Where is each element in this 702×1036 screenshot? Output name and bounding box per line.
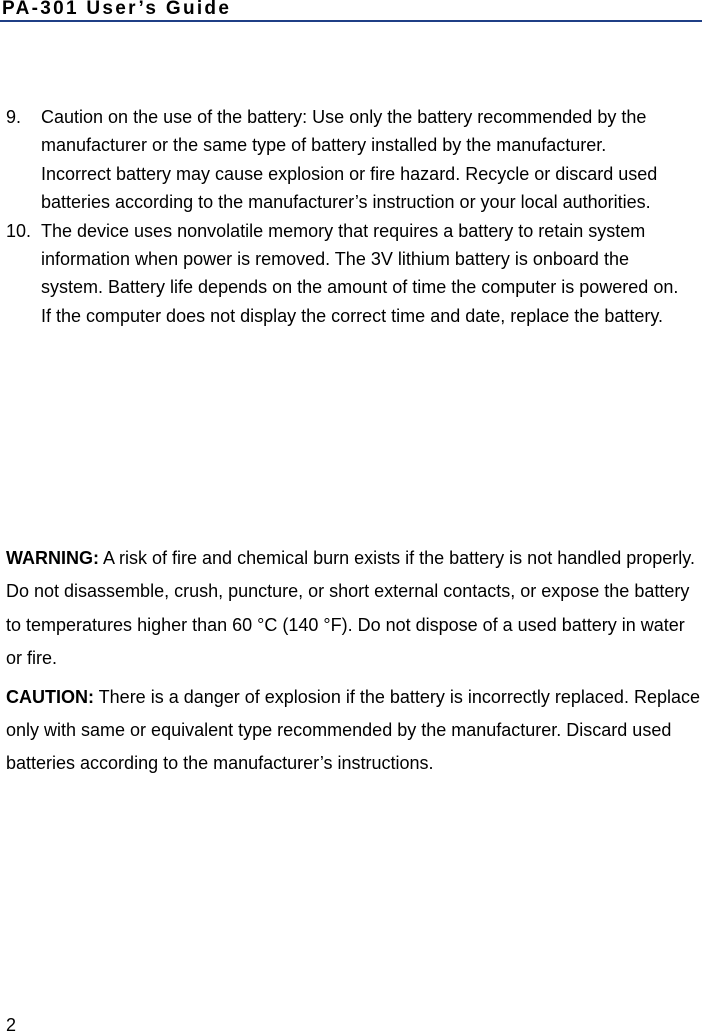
safety-notices bbox=[6, 542, 702, 781]
list-item bbox=[0, 217, 681, 331]
list-item-text: The device uses nonvolatile memory that requires a battery to retain system information when power is removed. The 3V lithium battery is onboard the system. Battery life depends on the amount of time the computer is powered on. If the computer does not display the correct time and date, replace the battery. bbox=[41, 220, 679, 326]
warning-notice bbox=[6, 542, 702, 676]
warning-text: A risk of fire and chemical burn exists if the battery is not handled properly. Do not disassemble, crush, puncture, or short external contacts, or expose the battery to temperatures higher than 60 °C (140 °F). Do not dispose of a used battery in water or fire. bbox=[6, 548, 695, 669]
numbered-list bbox=[0, 103, 702, 330]
list-item-number: 10. bbox=[6, 220, 32, 241]
page-header bbox=[0, 0, 702, 22]
header-rule bbox=[0, 20, 702, 22]
list-item-text: Caution on the use of the battery: Use only the battery recommended by the manufacturer or the same type of battery installed by the manufacturer. Incorrect battery may cause explosion or fire hazard. Recycle or discard used batteries according to the manufacturer’s instruction or your local authorities. bbox=[41, 107, 658, 213]
list-item bbox=[0, 103, 681, 217]
caution-notice bbox=[6, 681, 702, 781]
page-number: 2 bbox=[6, 1015, 17, 1035]
document-title: PA-301 User’s Guide bbox=[2, 0, 232, 19]
list-item-number: 9. bbox=[6, 107, 22, 127]
caution-label: CAUTION: bbox=[6, 686, 94, 707]
warning-label: WARNING: bbox=[6, 548, 99, 568]
caution-text: There is a danger of explosion if the battery is incorrectly replaced. Replace only with same or equivalent type recommended by the manufacturer. Discard used batteries according to the manufacturer’s instructions. bbox=[6, 686, 700, 774]
